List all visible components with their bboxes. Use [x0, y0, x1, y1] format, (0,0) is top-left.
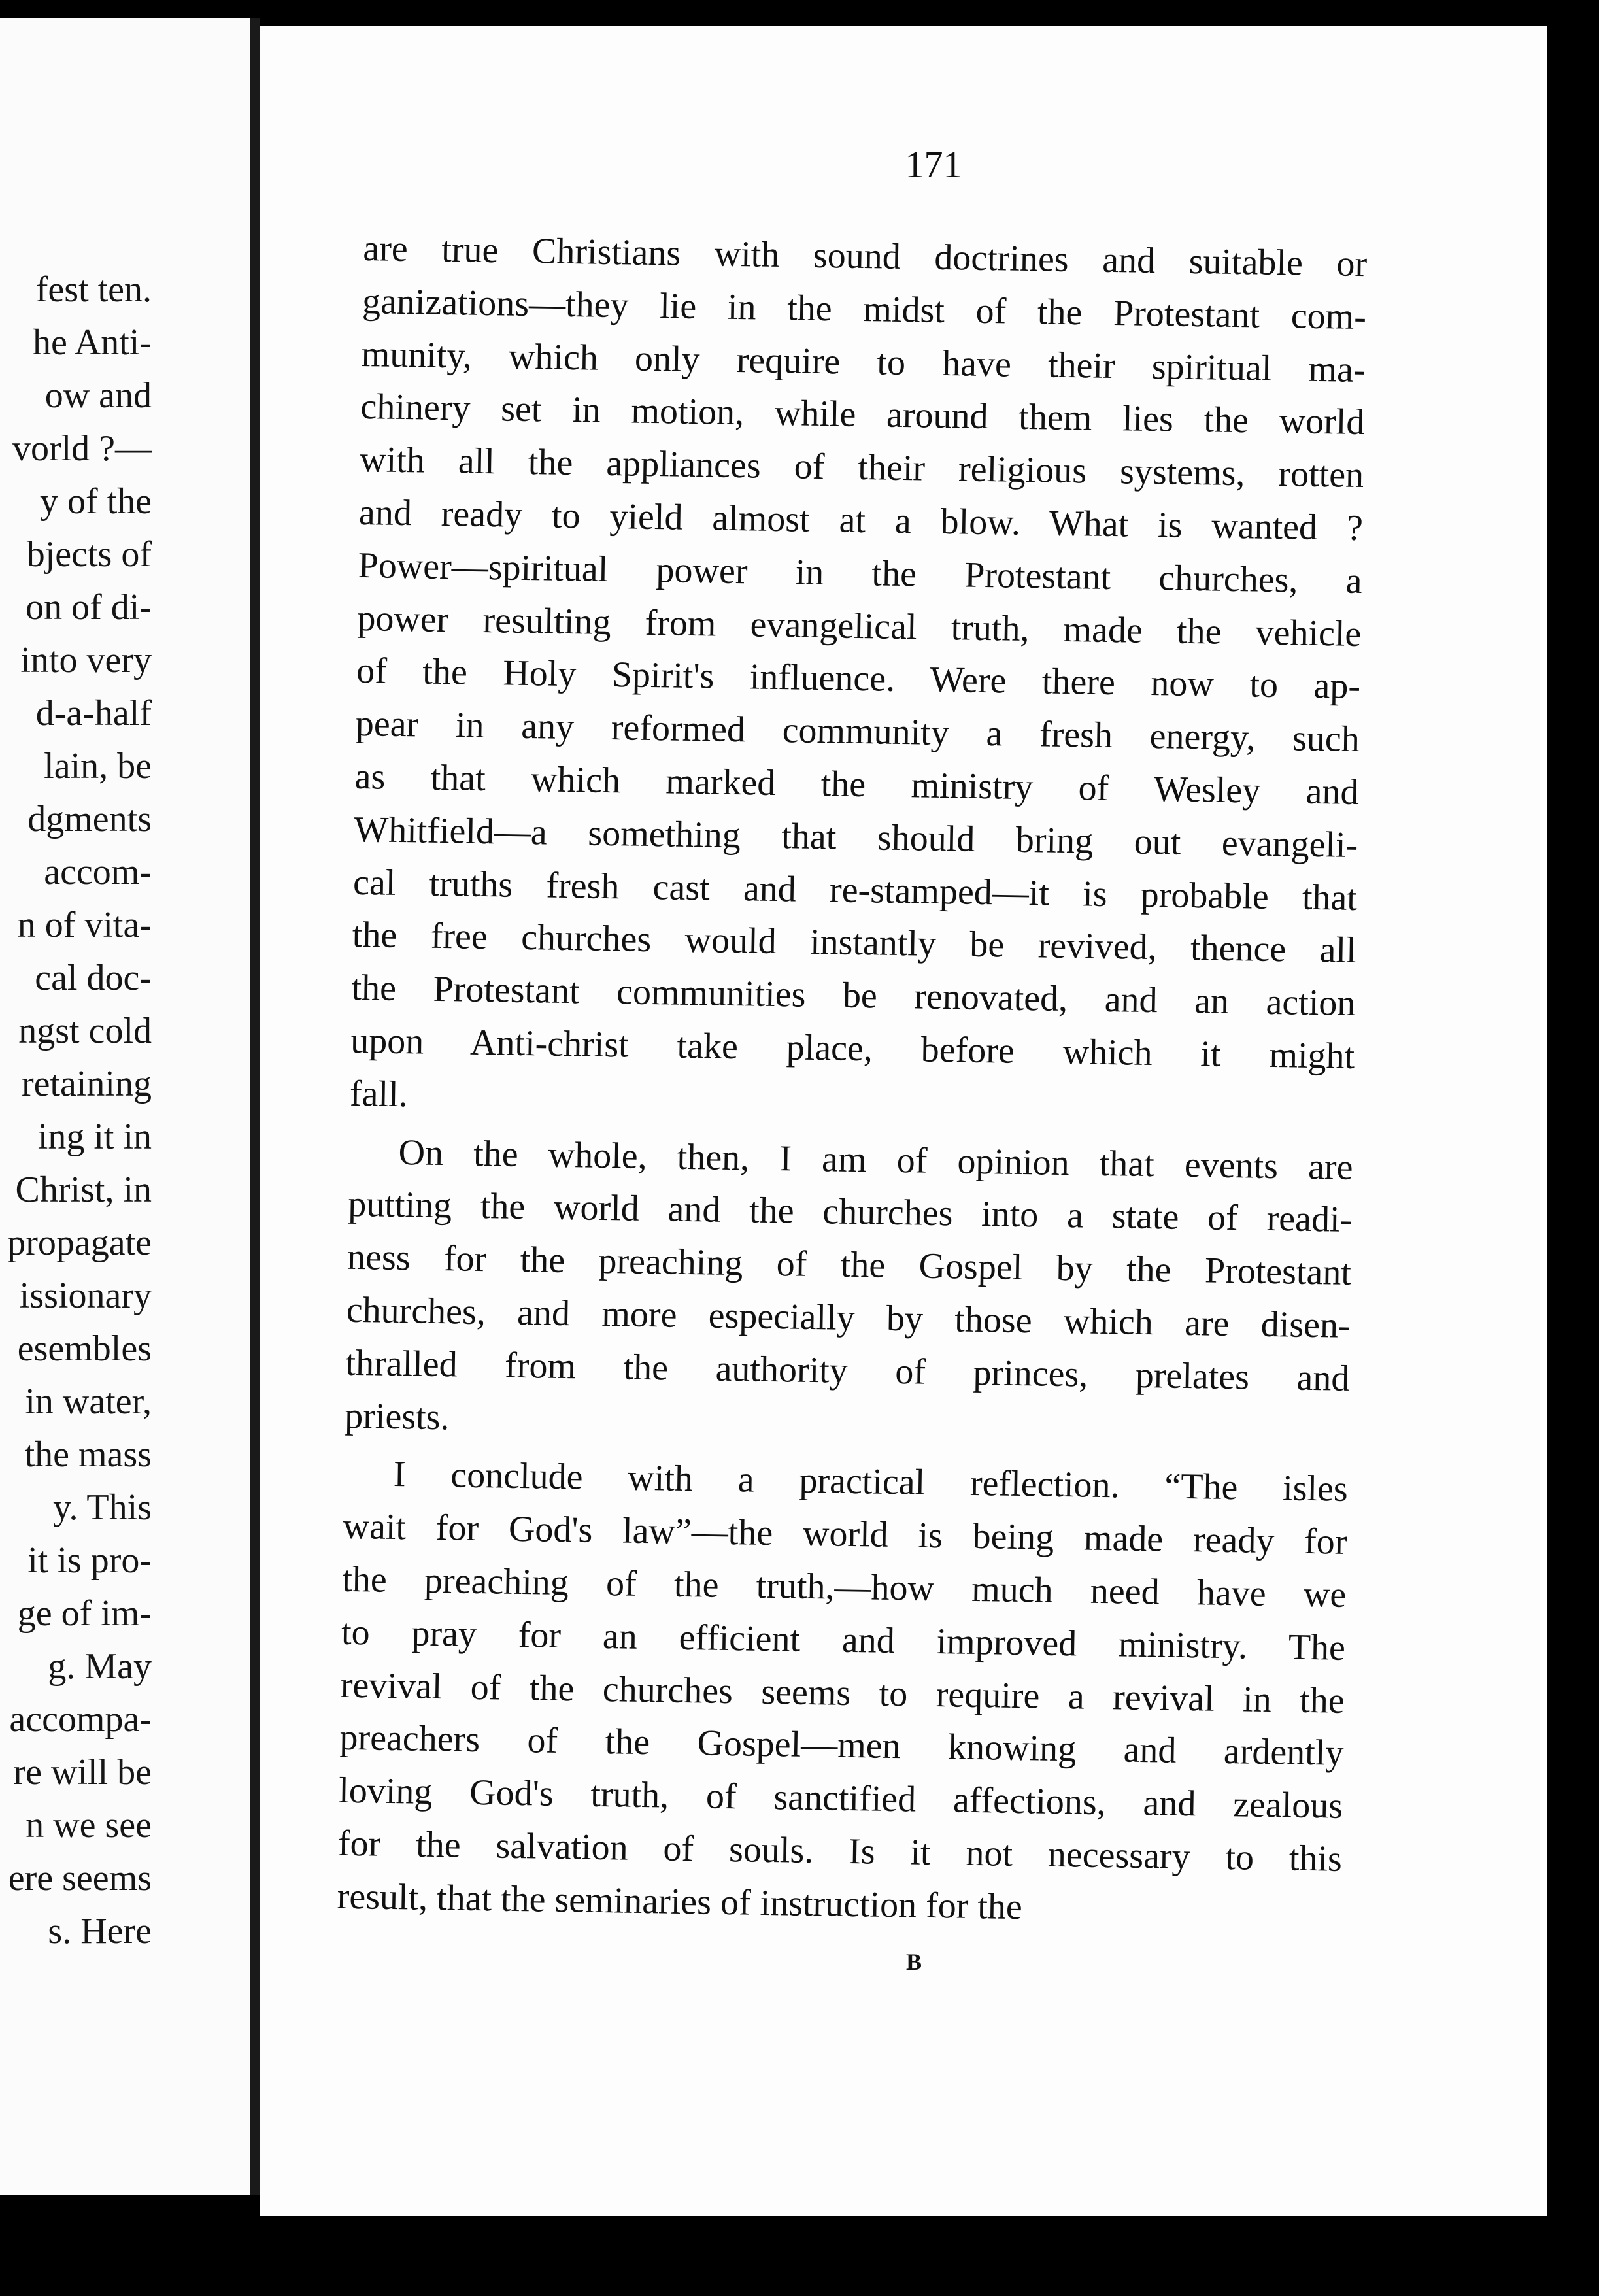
previous-page-line: retaining	[21, 1064, 152, 1104]
previous-page-line: ere seems	[8, 1858, 152, 1899]
text-line: with all the appliances of their religious systems, rotten	[359, 439, 1364, 496]
text-line: for the salvation of souls. Is it not necessary to this	[337, 1823, 1343, 1880]
previous-page-line: into very	[20, 640, 152, 681]
previous-page-line: re will be	[13, 1752, 152, 1793]
previous-page-line: n of vita-	[17, 905, 152, 945]
text-line: Whitfield—a something that should bring out evangeli-	[353, 809, 1358, 866]
previous-page-line: bjects of	[26, 534, 152, 575]
paragraph	[345, 1125, 1353, 1458]
text-line: I conclude with a practical reflection. “The isles	[393, 1454, 1349, 1510]
text-line: of the Holy Spirit's influence. Were there now to ap-	[356, 650, 1361, 707]
previous-page-text	[7, 263, 152, 1958]
text-line: result, that the seminaries of instruction for the	[337, 1876, 1023, 1927]
text-line: the preaching of the truth,—how much need have we	[341, 1559, 1347, 1615]
text-line: putting the world and the churches into a state of readi-	[347, 1184, 1353, 1241]
text-line: upon Anti-christ take place, before which it might	[350, 1020, 1355, 1077]
text-line: and ready to yield almost at a blow. What is wanted ?	[358, 492, 1364, 549]
text-line: chinery set in motion, while around them lies the world	[360, 386, 1365, 443]
text-line: On the whole, then, I am of opinion that events are	[398, 1132, 1353, 1188]
text-line: Power—spiritual power in the Protestant churches, a	[358, 545, 1363, 601]
previous-page-line: esembles	[17, 1328, 152, 1369]
previous-page-line: lain, be	[44, 746, 152, 786]
previous-page-line: Christ, in	[15, 1170, 152, 1210]
previous-page-line: dgments	[27, 799, 152, 839]
paragraph	[349, 222, 1367, 1136]
previous-page-line: ngst cold	[18, 1011, 152, 1051]
text-line: the free churches would instantly be revived, thence all	[352, 915, 1357, 971]
signature-mark: B	[905, 1949, 922, 1975]
previous-page-line: g. May	[48, 1646, 152, 1687]
page-body-text	[337, 222, 1368, 1938]
previous-page-line: on of di-	[25, 587, 152, 628]
text-line: the Protestant communities be renovated, and an action	[351, 968, 1356, 1024]
text-line: power resulting from evangelical truth, made the vehicle	[357, 598, 1362, 654]
text-line: thralled from the authority of princes, prelates and	[345, 1342, 1350, 1399]
previous-page-line: in water,	[25, 1381, 152, 1422]
previous-page-line: ing it in	[37, 1117, 152, 1157]
previous-page-line: s. Here	[48, 1911, 152, 1951]
page-number: 171	[905, 143, 962, 186]
previous-page-line: y. This	[53, 1487, 152, 1528]
text-line: ness for the preaching of the Gospel by the Protestant	[346, 1236, 1352, 1294]
text-line: priests.	[344, 1395, 450, 1438]
previous-page-line: n we see	[25, 1805, 152, 1846]
previous-page-line: cal doc-	[35, 958, 152, 998]
text-line: wait for God's law”—the world is being made ready for	[343, 1506, 1347, 1563]
previous-page-line: fest ten.	[35, 269, 152, 310]
previous-page-line: vorld ?—	[12, 428, 152, 469]
text-line: to pray for an efficient and improved ministry. The	[341, 1612, 1346, 1668]
text-line: ganizations—they lie in the midst of the Protestant com-	[362, 280, 1367, 337]
text-line: preachers of the Gospel—men knowing and ardently	[339, 1717, 1344, 1774]
text-line: churches, and more especially by those which are disen-	[346, 1289, 1351, 1346]
previous-page-line: issionary	[19, 1275, 152, 1316]
previous-page-line: d-a-half	[35, 693, 152, 734]
text-line: munity, which only require to have their spiritual ma-	[361, 333, 1366, 390]
text-line: pear in any reformed community a fresh energy, such	[355, 703, 1360, 760]
text-line: as that which marked the ministry of Wesley and	[354, 756, 1359, 813]
previous-page-line: it is pro-	[27, 1540, 152, 1581]
previous-page-fragment	[0, 18, 250, 2195]
previous-page-line: propagate	[7, 1223, 152, 1263]
previous-page-line: accom-	[44, 852, 152, 892]
current-page	[260, 26, 1547, 2216]
text-line: revival of the churches seems to require a revival in the	[340, 1664, 1345, 1721]
text-line: are true Christians with sound doctrines and suitable or	[362, 228, 1368, 285]
paragraph	[337, 1447, 1348, 1938]
previous-page-line: ow and	[44, 375, 152, 416]
text-line: fall.	[349, 1073, 409, 1115]
book-gutter	[250, 18, 260, 2195]
previous-page-line: he Anti-	[33, 322, 152, 363]
previous-page-line: the mass	[24, 1434, 152, 1475]
text-line: cal truths fresh cast and re-stamped—it is probable that	[352, 862, 1358, 919]
text-line: loving God's truth, of sanctified affections, and zealous	[338, 1770, 1343, 1827]
previous-page-line: ge of im-	[17, 1593, 152, 1634]
previous-page-line: y of the	[39, 481, 152, 522]
previous-page-line: accompa-	[9, 1699, 152, 1740]
